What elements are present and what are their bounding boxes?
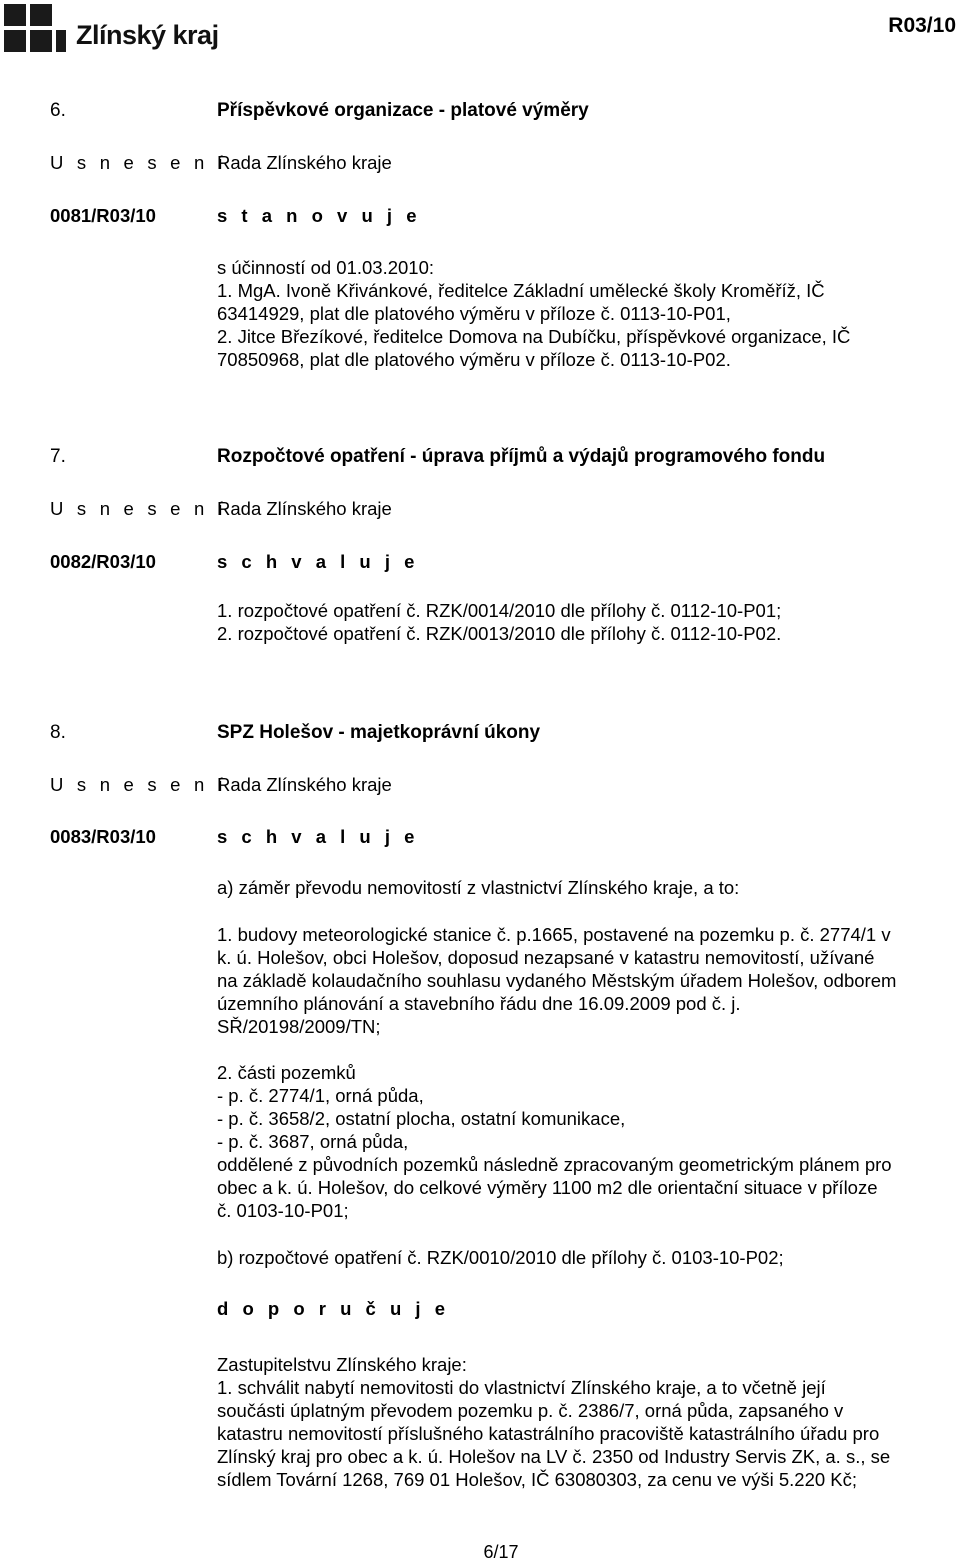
council-name: Rada Zlínského kraje (217, 152, 392, 173)
body-line: 70850968, plat dle platového výměru v příloze č. 0113-10-P02. (217, 349, 731, 370)
body-line: a) záměr převodu nemovitostí z vlastnictví Zlínského kraje, a to: (217, 877, 740, 898)
council-name: Rada Zlínského kraje (217, 498, 392, 519)
body-line: 1. budovy meteorologické stanice č. p.1665, postavené na pozemku p. č. 2774/1 v (217, 924, 891, 945)
body-line: Zlínský kraj pro obec a k. ú. Holešov na LV č. 2350 od Industry Servis ZK, a. s., se (217, 1446, 891, 1467)
body-line: Zastupitelstvu Zlínského kraje: (217, 1354, 467, 1375)
usneseni-label: U s n e s e n í (50, 774, 228, 795)
section-number: 7. (50, 446, 66, 467)
body-line: 2. Jitce Březíkové, ředitelce Domova na Dubíčku, příspěvkové organizace, IČ (217, 326, 851, 347)
body-line: 1. schválit nabytí nemovitosti do vlastnictví Zlínského kraje, a to včetně její (217, 1377, 826, 1398)
body-line: - p. č. 3687, orná půda, (217, 1131, 409, 1152)
body-line: obec a k. ú. Holešov, do celkové výměry 1100 m2 dle orientační situace v příloze (217, 1177, 878, 1198)
body-line: 2. části pozemků (217, 1062, 356, 1083)
section-title: SPZ Holešov - majetkoprávní úkony (217, 722, 541, 743)
body-line: územního plánování a stavebního řádu dne 16.09.2009 pod č. j. (217, 993, 741, 1014)
logo-text: Zlínský kraj (76, 20, 219, 50)
body-line: SŘ/20198/2009/TN; (217, 1016, 381, 1037)
body-line: součásti úplatným převodem pozemku p. č. 2386/7, orná půda, zapsaného v (217, 1400, 844, 1421)
page-number: 6/17 (483, 1542, 519, 1562)
section-number: 8. (50, 722, 66, 743)
body-line: 63414929, plat dle platového výměru v příloze č. 0113-10-P01, (217, 303, 731, 324)
resolution-number: 0081/R03/10 (50, 205, 156, 226)
body-line: č. 0103-10-P01; (217, 1200, 349, 1221)
resolution-number: 0083/R03/10 (50, 826, 156, 847)
body-line: 1. rozpočtové opatření č. RZK/0014/2010 dle přílohy č. 0112-10-P01; (217, 600, 782, 621)
section-title: Příspěvkové organizace - platové výměry (217, 100, 589, 121)
body-line: oddělené z původních pozemků následně zpracovaným geometrickým plánem pro (217, 1154, 892, 1175)
body-line: k. ú. Holešov, obci Holešov, doposud nezapsané v katastru nemovitostí, užívané (217, 947, 875, 968)
usneseni-label: U s n e s e n í (50, 498, 228, 519)
resolution-number: 0082/R03/10 (50, 551, 156, 572)
document-code: R03/10 (888, 14, 956, 37)
body-line: 1. MgA. Ivoně Křivánkové, ředitelce Základní umělecké školy Kroměříž, IČ (217, 280, 825, 301)
usneseni-label: U s n e s e n í (50, 152, 228, 173)
body-line: sídlem Tovární 1268, 769 01 Holešov, IČ 63080303, za cenu ve výši 5.220 Kč; (217, 1469, 858, 1490)
body-line: 2. rozpočtové opatření č. RZK/0013/2010 dle přílohy č. 0112-10-P02. (217, 623, 782, 644)
body-line: katastru nemovitostí příslušného katastrálního pracoviště katastrálního úřadu pro (217, 1423, 880, 1444)
section-number: 6. (50, 100, 66, 121)
body-line: na základě kolaudačního souhlasu vydaného Městským úřadem Holešov, odborem (217, 970, 897, 991)
resolution-verb: s c h v a l u j e (217, 551, 419, 572)
resolution-verb: d o p o r u č u j e (217, 1298, 450, 1319)
resolution-verb: s c h v a l u j e (217, 826, 419, 847)
body-line: b) rozpočtové opatření č. RZK/0010/2010 dle přílohy č. 0103-10-P02; (217, 1247, 784, 1268)
body-line: - p. č. 3658/2, ostatní plocha, ostatní komunikace, (217, 1108, 626, 1129)
body-line: s účinností od 01.03.2010: (217, 257, 435, 278)
zlinsky-kraj-logo-icon (4, 4, 66, 56)
resolution-verb: s t a n o v u j e (217, 205, 421, 226)
body-line: - p. č. 2774/1, orná půda, (217, 1085, 424, 1106)
council-name: Rada Zlínského kraje (217, 774, 392, 795)
section-title: Rozpočtové opatření - úprava příjmů a výdajů programového fondu (217, 446, 826, 467)
